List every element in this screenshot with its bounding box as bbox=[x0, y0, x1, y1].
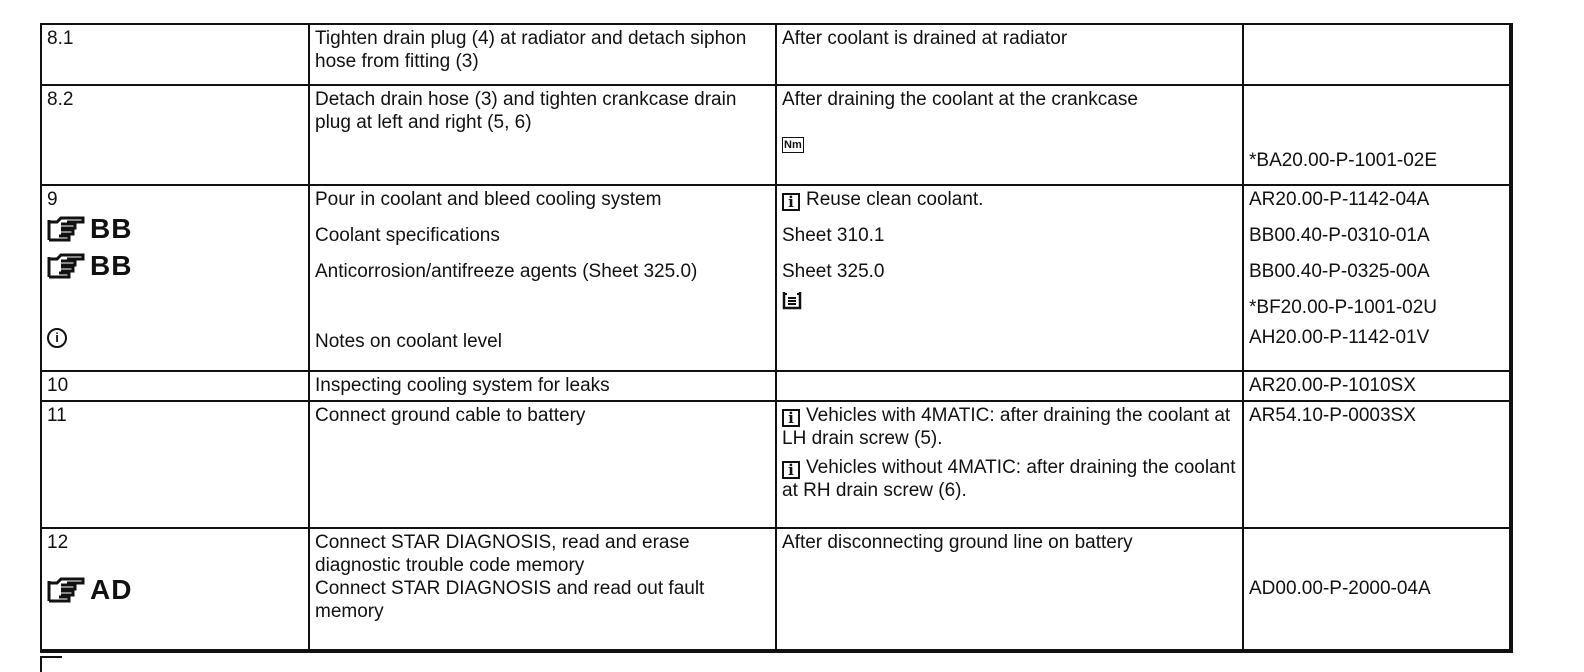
notes-text: Sheet 310.1 bbox=[782, 225, 885, 246]
ref-cell bbox=[1243, 371, 1511, 401]
table-row bbox=[41, 528, 1511, 651]
notes-text: Sheet 325.0 bbox=[782, 261, 885, 282]
task-text: Inspecting cooling system for leaks bbox=[315, 375, 610, 396]
notes-cell bbox=[776, 85, 1243, 185]
task-text: Coolant specifications bbox=[315, 225, 500, 246]
notes-cell bbox=[776, 185, 1243, 371]
reference-label: AD bbox=[90, 574, 133, 605]
reference-link-ad[interactable] bbox=[47, 572, 132, 608]
document-reference[interactable]: BB00.40-P-0325-00A bbox=[1249, 261, 1430, 282]
reference-label: BB bbox=[90, 213, 133, 244]
info-icon: i bbox=[782, 461, 800, 479]
step-cell bbox=[41, 528, 309, 651]
step-cell bbox=[41, 185, 309, 371]
step-cell bbox=[41, 24, 309, 85]
task-cell bbox=[309, 371, 776, 401]
task-text: Detach drain hose (3) and tighten crankcase drain plug at left and right (5, 6) bbox=[315, 89, 737, 133]
document-reference[interactable]: AH20.00-P-1142-01V bbox=[1249, 327, 1430, 348]
ref-cell bbox=[1243, 24, 1511, 85]
task-text: Connect STAR DIAGNOSIS, read and erase diagnostic trouble code memory bbox=[315, 532, 690, 576]
step-cell bbox=[41, 371, 309, 401]
ref-cell bbox=[1243, 85, 1511, 185]
step-number: 11 bbox=[47, 405, 67, 426]
task-cell bbox=[309, 85, 776, 185]
pointing-hand-icon bbox=[47, 216, 85, 242]
step-number: 8.2 bbox=[47, 89, 74, 110]
task-text: Connect ground cable to battery bbox=[315, 405, 586, 426]
notes-text: Reuse clean coolant. bbox=[806, 189, 984, 210]
task-text: Anticorrosion/antifreeze agents (Sheet 325.0) bbox=[315, 261, 698, 282]
task-cell bbox=[309, 185, 776, 371]
task-cell bbox=[309, 401, 776, 528]
notes-text: Vehicles with 4MATIC: after draining the coolant at LH drain screw (5). bbox=[782, 405, 1231, 449]
notes-text: After disconnecting ground line on battery bbox=[782, 532, 1133, 553]
notes-cell bbox=[776, 24, 1243, 85]
task-text: Notes on coolant level bbox=[315, 331, 502, 352]
notes-text: Vehicles without 4MATIC: after draining the coolant at RH drain screw (6). bbox=[782, 457, 1236, 501]
step-number: 12 bbox=[47, 532, 69, 553]
reference-link-bb-2[interactable] bbox=[47, 248, 132, 284]
table-row bbox=[41, 85, 1511, 185]
reference-link-bb-1[interactable] bbox=[47, 211, 132, 247]
next-table-edge bbox=[40, 656, 62, 672]
document-reference[interactable]: AR20.00-P-1142-04A bbox=[1249, 189, 1430, 210]
info-icon: i bbox=[782, 409, 800, 427]
table-row bbox=[41, 401, 1511, 528]
step-number: 10 bbox=[47, 375, 69, 396]
step-cell bbox=[41, 85, 309, 185]
ref-cell bbox=[1243, 185, 1511, 371]
document-reference[interactable]: AR20.00-P-1010SX bbox=[1249, 375, 1416, 396]
document-reference[interactable]: AR54.10-P-0003SX bbox=[1249, 405, 1416, 426]
notes-cell bbox=[776, 528, 1243, 651]
document-reference[interactable]: *BA20.00-P-1001-02E bbox=[1249, 150, 1438, 171]
document-reference[interactable]: *BF20.00-P-1001-02U bbox=[1249, 297, 1437, 318]
document-reference[interactable]: BB00.40-P-0310-01A bbox=[1249, 225, 1430, 246]
fluid-container-icon bbox=[782, 290, 802, 310]
notes-text: After coolant is drained at radiator bbox=[782, 28, 1068, 49]
notes-text: After draining the coolant at the crankcase bbox=[782, 89, 1138, 110]
pointing-hand-icon bbox=[47, 577, 85, 603]
document-reference[interactable]: AD00.00-P-2000-04A bbox=[1249, 578, 1431, 599]
ref-cell bbox=[1243, 528, 1511, 651]
note-icon: i bbox=[47, 328, 67, 348]
step-number: 9 bbox=[47, 189, 58, 210]
torque-line bbox=[782, 133, 1238, 156]
torque-nm-icon: Nm bbox=[784, 138, 802, 151]
pointing-hand-icon bbox=[47, 253, 85, 279]
task-text: Tighten drain plug (4) at radiator and detach siphon hose from fitting (3) bbox=[315, 28, 747, 72]
notes-cell bbox=[776, 401, 1243, 528]
task-text: Connect STAR DIAGNOSIS and read out fault memory bbox=[315, 578, 705, 622]
table-row bbox=[41, 371, 1511, 401]
reference-label: BB bbox=[90, 250, 133, 281]
task-cell bbox=[309, 24, 776, 85]
procedure-table bbox=[40, 23, 1513, 653]
table-row bbox=[41, 24, 1511, 85]
step-cell bbox=[41, 401, 309, 528]
task-cell bbox=[309, 528, 776, 651]
task-text: Pour in coolant and bleed cooling system bbox=[315, 189, 662, 210]
notes-cell bbox=[776, 371, 1243, 401]
table-row bbox=[41, 185, 1511, 371]
ref-cell bbox=[1243, 401, 1511, 528]
step-number: 8.1 bbox=[47, 28, 74, 49]
info-icon: i bbox=[782, 193, 800, 211]
